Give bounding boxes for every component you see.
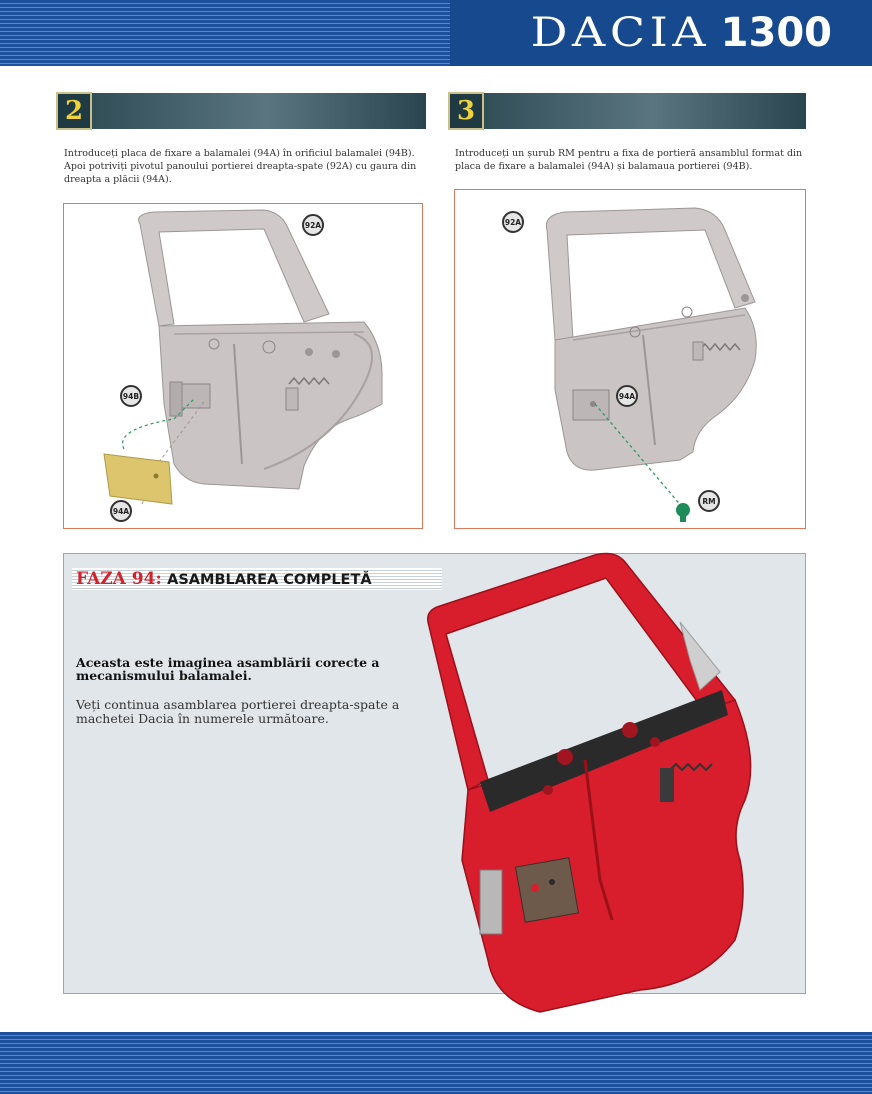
model-number: 1300	[720, 10, 832, 56]
step-3-instructions: Introduceți un șurub RM pentru a fixa de portieră ansamblul format din placa de fixare a balamalei (94A) și balamaua portierei (94B).	[455, 148, 803, 172]
step-2-instructions: Introduceți placa de fixare a balamalei (94A) în orificiul balamalei (94B). Apoi potriviți pivotul panoului portierei dreapta-spate (92A) cu gaura din dreapta a plăcii (94A).	[64, 148, 417, 185]
callout-92A: 92A	[302, 214, 324, 236]
step-2-number: 2	[56, 92, 92, 130]
step-3-number: 3	[448, 92, 484, 130]
footer-band	[0, 1032, 872, 1094]
callout-94B: 94B	[120, 385, 142, 407]
callout-94A: 94A	[110, 500, 132, 522]
phase-label: FAZA 94:	[76, 569, 162, 589]
callout-92A-step3: 92A	[502, 211, 524, 233]
phase-heading: ASAMBLAREA COMPLETĂ	[167, 572, 372, 588]
final-bold-text: Aceasta este imaginea asamblării corecte a mecanismului balamalei.	[76, 655, 380, 683]
final-normal-text: Veți continua asamblarea portierei dreapta-spate a machetei Dacia în numerele următoare.	[76, 697, 400, 726]
callout-RM: RM	[698, 490, 720, 512]
callout-94A-step3: 94A	[616, 385, 638, 407]
brand-name: DACIA	[530, 10, 711, 56]
